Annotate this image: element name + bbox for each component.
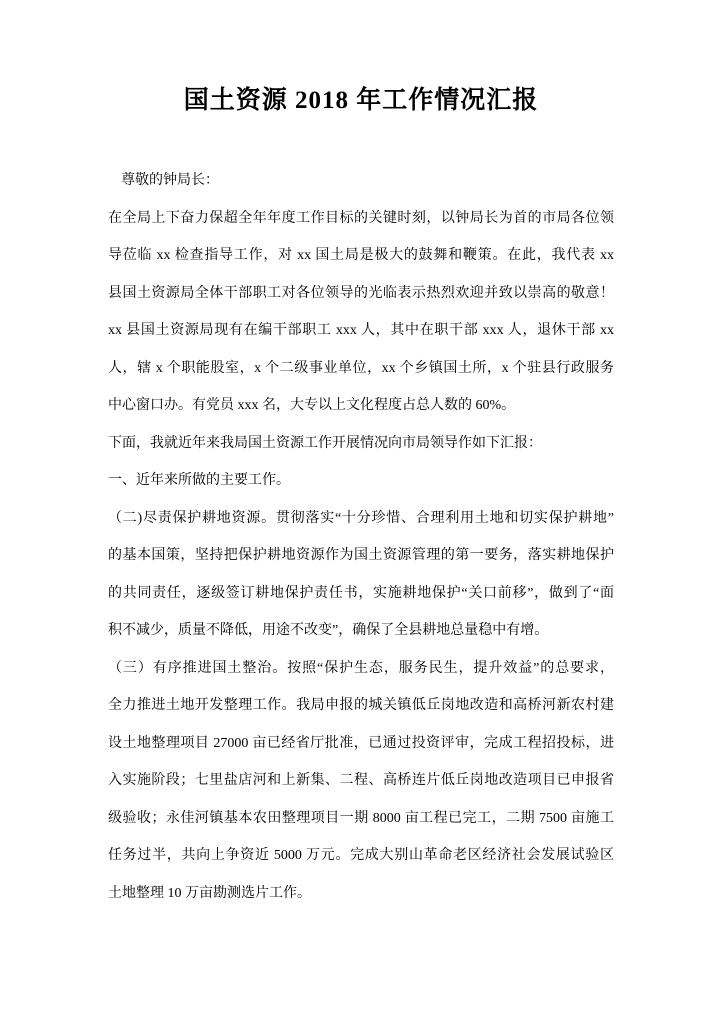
- paragraph-land-remediation: [108, 650, 614, 913]
- body-line: 入实施阶段；七里盐店河和上新集、二程、高桥连片低丘岗地改造项目已申报省: [108, 773, 614, 788]
- body-line: 任务过半，共向上争资近 5000 万元。完成大别山革命老区经济社会发展试验区: [108, 848, 614, 863]
- body-line: （三）有序推进国土整治。按照“保护生态，服务民生，提升效益”的总要求，: [108, 660, 614, 676]
- body-line: 的基本国策，坚持把保护耕地资源作为国土资源管理的第一要务，落实耕地保护: [108, 548, 614, 563]
- body-line: 人，辖 x 个职能股室，x 个二级事业单位，xx 个乡镇国土所，x 个驻县行政服务: [108, 360, 614, 376]
- body-line: 下面，我就近年来我局国土资源工作开展情况向市局领导作如下汇报：: [108, 435, 542, 451]
- body-line: 级验收；永佳河镇基本农田整理项目一期 8000 亩工程已完工，二期 7500 亩施工: [108, 810, 614, 826]
- body-line: 设土地整理项目 27000 亩已经省厅批准，已通过投资评审，完成工程招投标，进: [108, 735, 614, 751]
- body-line: 积不减少，质量不降低，用途不改变”，确保了全县耕地总量稳中有增。: [108, 623, 549, 638]
- body-line: （二)尽责保护耕地资源。贯彻落实“十分珍惜、合理利用土地和切实保护耕地”: [108, 510, 614, 526]
- body-line: 全力推进土地开发整理工作。我局申报的城关镇低丘岗地改造和高桥河新农村建: [108, 698, 614, 713]
- paragraph-farmland-protection: [108, 500, 614, 650]
- body-line: 土地整理 10 万亩勘测选片工作。: [108, 885, 311, 901]
- salutation-line: 尊敬的钟局长：: [121, 173, 219, 188]
- body-line: 县国土资源局全体干部职工对各位领导的光临表示热烈欢迎并致以崇高的敬意！: [108, 285, 614, 301]
- body-line: 导莅临 xx 检查指导工作，对 xx 国土局是极大的鼓舞和鞭策。在此，我代表 xx: [108, 248, 614, 263]
- paragraph-section-heading: [108, 462, 614, 500]
- paragraph-transition: [108, 425, 614, 463]
- document-title: 国土资源 2018 年工作情况汇报: [183, 87, 539, 114]
- body-line: 在全局上下奋力保超全年年度工作目标的关键时刻，以钟局长为首的市局各位领: [108, 210, 614, 226]
- body-line: 的共同责任，逐级签订耕地保护责任书，实施耕地保护“关口前移”，做到了“面: [108, 585, 614, 601]
- body-line: xx 县国土资源局现有在编干部职工 xxx 人，其中在职干部 xxx 人，退休干部 xx: [108, 323, 614, 338]
- body-line: 中心窗口办。有党员 xxx 名，大专以上文化程度占总人数的 60%。: [108, 398, 516, 413]
- paragraph-intro: [108, 200, 614, 425]
- salutation-paragraph: [108, 162, 614, 200]
- section-heading-line: 一、近年来所做的主要工作。: [108, 473, 290, 488]
- document-body: [108, 162, 614, 912]
